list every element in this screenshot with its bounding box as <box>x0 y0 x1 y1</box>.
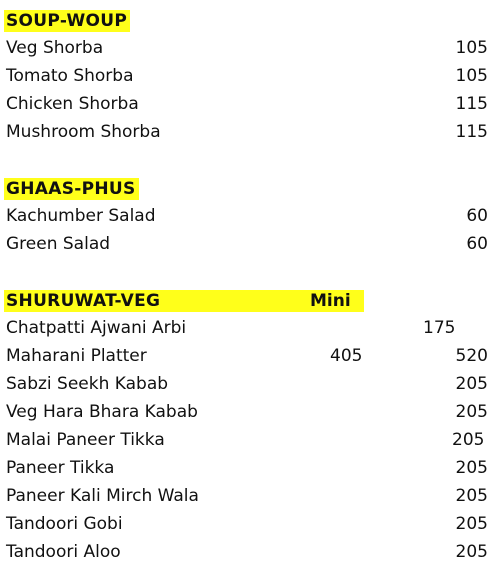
item-price: 175 <box>423 318 456 338</box>
item-mini-price: 405 <box>330 346 363 366</box>
section-header <box>0 8 500 34</box>
menu-item <box>0 454 500 482</box>
section-title: SHURUWAT-VEG <box>4 290 364 312</box>
item-price: 60 <box>466 234 488 254</box>
item-price: 520 <box>455 346 488 366</box>
item-name: Veg Hara Bhara Kabab <box>6 402 198 422</box>
item-name: Tomato Shorba <box>6 66 134 86</box>
menu-item <box>0 90 500 118</box>
menu-item <box>0 34 500 62</box>
item-price: 205 <box>452 430 485 450</box>
item-name: Mushroom Shorba <box>6 122 161 142</box>
menu-item <box>0 538 500 566</box>
item-price: 205 <box>455 514 488 534</box>
section-shuruwat-veg <box>0 288 500 566</box>
menu-item <box>0 202 500 230</box>
section-header <box>0 176 500 202</box>
item-price: 60 <box>466 206 488 226</box>
item-price: 205 <box>455 542 488 562</box>
item-name: Sabzi Seekh Kabab <box>6 374 169 394</box>
menu-item <box>0 230 500 258</box>
item-price: 205 <box>455 458 488 478</box>
item-name: Maharani Platter <box>6 346 147 366</box>
item-name: Tandoori Gobi <box>6 514 123 534</box>
menu-item <box>0 482 500 510</box>
item-name: Paneer Tikka <box>6 458 115 478</box>
mini-column-label: Mini <box>310 291 351 311</box>
item-name: Malai Paneer Tikka <box>6 430 165 450</box>
item-price: 205 <box>455 402 488 422</box>
section-header <box>0 288 500 314</box>
item-price: 105 <box>455 38 488 58</box>
menu-item <box>0 314 500 342</box>
section-ghaas-phus <box>0 176 500 258</box>
item-name: Green Salad <box>6 234 111 254</box>
item-price: 115 <box>455 94 488 114</box>
menu-item <box>0 426 500 454</box>
section-title: SOUP-WOUP <box>4 10 130 32</box>
item-name: Kachumber Salad <box>6 206 156 226</box>
item-name: Veg Shorba <box>6 38 104 58</box>
item-name: Chicken Shorba <box>6 94 139 114</box>
menu-item <box>0 118 500 146</box>
section-title: GHAAS-PHUS <box>4 178 139 200</box>
menu-item <box>0 62 500 90</box>
item-name: Paneer Kali Mirch Wala <box>6 486 199 506</box>
item-name: Tandoori Aloo <box>6 542 121 562</box>
item-price: 205 <box>455 374 488 394</box>
menu-item <box>0 510 500 538</box>
item-price: 105 <box>455 66 488 86</box>
item-price: 115 <box>455 122 488 142</box>
menu-item <box>0 342 500 370</box>
item-price: 205 <box>455 486 488 506</box>
menu-item <box>0 398 500 426</box>
item-name: Chatpatti Ajwani Arbi <box>6 318 187 338</box>
menu-item <box>0 370 500 398</box>
section-soup-woup <box>0 8 500 146</box>
